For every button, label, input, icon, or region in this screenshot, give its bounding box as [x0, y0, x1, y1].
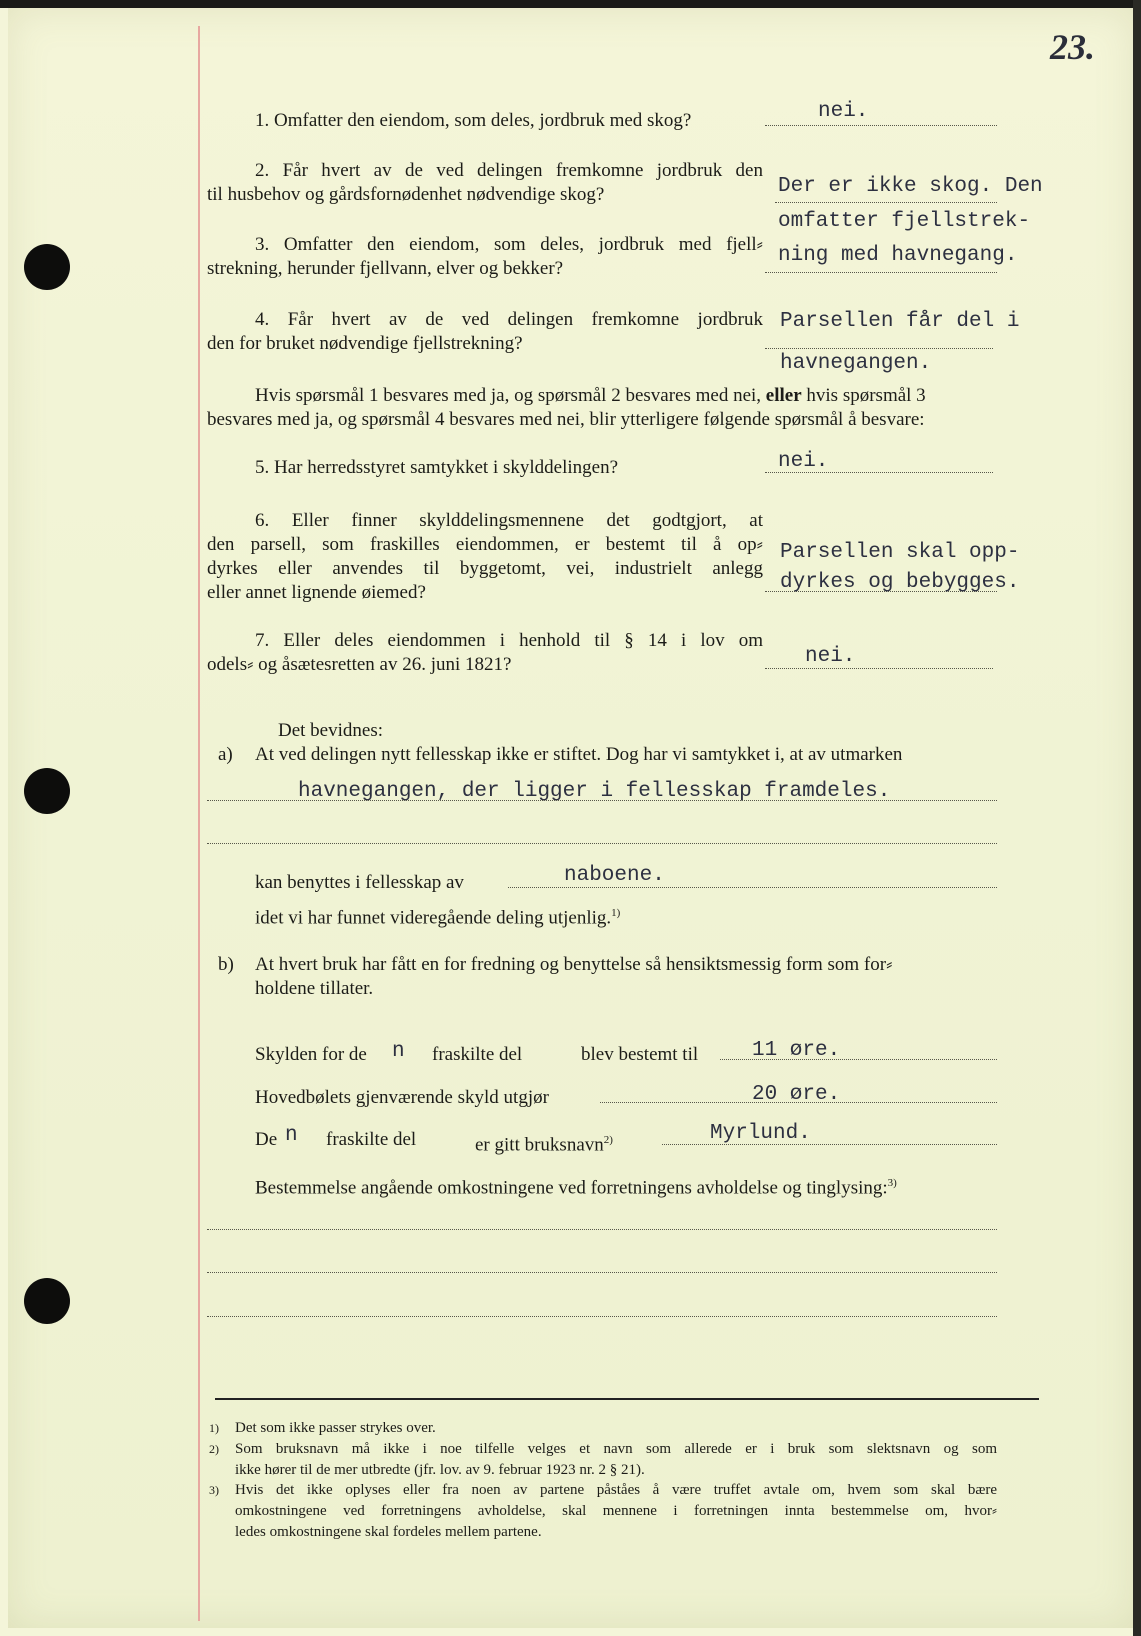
shared-by-value: naboene.	[564, 864, 665, 887]
skyld-pre: Skylden for de	[255, 1044, 367, 1065]
fill-line	[207, 800, 997, 801]
footnote-2-line2: ikke hører til de mer utbredte (jfr. lov. av 9. februar 1923 nr. 2 § 21).	[235, 1462, 645, 1478]
footnote-ref-1: 1)	[611, 907, 621, 919]
item-a-handwritten: havnegangen, der ligger i fellesskap framdeles.	[298, 780, 891, 803]
answer-5: nei.	[778, 450, 829, 473]
footnote-3-mark: 3)	[209, 1483, 219, 1497]
punch-hole	[24, 1278, 70, 1324]
punch-hole	[24, 768, 70, 814]
answer-line	[765, 348, 993, 349]
fill-line	[508, 887, 997, 888]
footnote-ref-3: 3)	[887, 1177, 897, 1189]
hoved-label: Hovedbølets gjenværende skyld utgjør	[255, 1087, 549, 1108]
question-1: 1. Omfatter den eiendom, som deles, jordbruk med skog?	[255, 110, 692, 131]
punch-hole	[24, 244, 70, 290]
answer-2-line1: Der er ikke skog. Den	[778, 175, 1043, 198]
footnote-2	[235, 1439, 997, 1481]
footnote-ref-2: 2)	[603, 1134, 613, 1146]
cost-label-text: Bestemmelse angående omkostningene ved forretningens avholdelse og tinglysing:	[255, 1177, 888, 1199]
question-3	[207, 233, 763, 281]
shared-by-label: kan benyttes i fellesskap av	[255, 872, 464, 893]
condition-line2: besvares med ja, og spørsmål 4 besvares med nei, blir ytterligere følgende spørsmål å besvare:	[207, 409, 925, 430]
condition-line1	[255, 384, 926, 408]
condition-bold: eller	[765, 385, 802, 406]
navn-mid: fraskilte del	[326, 1129, 417, 1150]
footnote-1: Det som ikke passer strykes over.	[235, 1420, 436, 1436]
question-3-line2: strekning, herunder fjellvann, elver og bekker?	[207, 258, 564, 279]
item-b-line2: holdene tillater.	[255, 978, 374, 999]
navn-pre: De	[255, 1129, 278, 1150]
question-5: 5. Har herredsstyret samtykket i skylddelingen?	[255, 457, 619, 478]
margin-line	[198, 26, 200, 1621]
hoved-value: 20 øre.	[752, 1083, 841, 1106]
footnote-3-line3: ledes omkostningene skal fordeles mellem partene.	[235, 1524, 542, 1540]
skyld-mid: fraskilte del	[432, 1044, 523, 1065]
answer-4-line1: Parsellen får del i	[780, 310, 1020, 333]
further-division	[255, 901, 620, 930]
footnote-3	[235, 1480, 997, 1543]
fill-line	[207, 1229, 997, 1230]
question-6-line1: 6. Eller finner skylddelingsmennene det godtgjort, at	[255, 510, 763, 531]
question-3-line1: 3. Omfatter den eiendom, som deles, jordbruk med fjell⸗	[255, 234, 763, 255]
footnote-3-line1: Hvis det ikke oplyses eller fra noen av partene påståes å være truffet avtale om, hvem som skal bære	[235, 1482, 997, 1498]
answer-2-line2: omfatter fjellstrek-	[778, 210, 1031, 233]
fill-line	[207, 1272, 997, 1273]
question-4	[207, 308, 763, 356]
question-4-line2: den for bruket nødvendige fjellstrekning?	[207, 333, 523, 354]
certification-heading: Det bevidnes:	[278, 720, 384, 741]
footnote-2-line1: Som bruksnavn må ikke i noe tilfelle velges et navn som allerede er i bruk som slektsnavn og som	[235, 1441, 997, 1457]
navn-n: n	[285, 1124, 298, 1147]
item-a-text: At ved delingen nytt fellesskap ikke er stiftet. Dog har vi samtykket i, at av utmarken	[255, 744, 903, 765]
question-6-line3: dyrkes eller anvendes til byggetomt, vei, industrielt anlegg	[207, 558, 763, 579]
condition-post: hvis spørsmål 3	[806, 385, 926, 406]
answer-6-line2: dyrkes og bebygges.	[780, 571, 1020, 594]
answer-4-line2: havnegangen.	[780, 352, 932, 375]
item-b-label: b)	[218, 954, 234, 975]
footnote-2-mark: 2)	[209, 1442, 219, 1456]
skyld-n: n	[392, 1040, 405, 1063]
further-division-text: idet vi har funnet videregående deling utjenlig.	[255, 907, 612, 929]
answer-6-line1: Parsellen skal opp-	[780, 541, 1020, 564]
cost-label	[255, 1171, 897, 1200]
answer-line	[765, 272, 997, 273]
footnote-1-mark: 1)	[209, 1421, 219, 1435]
question-2-line2: til husbehov og gårdsfornødenhet nødvendige skog?	[207, 184, 605, 205]
item-a-label: a)	[218, 744, 233, 765]
skyld-value: 11 øre.	[752, 1039, 841, 1062]
page-number: 23.	[1050, 27, 1095, 67]
fill-line	[207, 843, 997, 844]
skyld-post: blev bestemt til	[581, 1044, 699, 1065]
question-2-line1: 2. Får hvert av de ved delingen fremkomne jordbruk den	[255, 160, 763, 181]
fill-line	[207, 1316, 997, 1317]
question-7	[207, 629, 763, 677]
answer-1: nei.	[818, 100, 869, 123]
navn-value: Myrlund.	[710, 1122, 811, 1145]
answer-2-line3: ning med havnegang.	[778, 244, 1018, 267]
answer-line	[765, 668, 993, 669]
answer-line	[775, 202, 997, 203]
question-7-line1: 7. Eller deles eiendommen i henhold til § 14 i lov om	[255, 630, 763, 651]
condition-pre: Hvis spørsmål 1 besvares med ja, og spørsmål 2 besvares med nei,	[255, 385, 762, 406]
answer-line	[765, 125, 997, 126]
question-4-line1: 4. Får hvert av de ved delingen fremkomne jordbruk	[255, 309, 763, 330]
question-2	[207, 159, 763, 207]
question-6	[207, 509, 763, 605]
navn-post-text: er gitt bruksnavn	[475, 1134, 604, 1156]
answer-7: nei.	[805, 645, 856, 668]
scan-edge-right	[1133, 0, 1141, 1636]
question-7-line2: odels⸗ og åsætesretten av 26. juni 1821?	[207, 654, 512, 675]
footnote-3-line2: omkostningene ved forretningens avholdelse, skal mennene i forretningen innta bestemmelse om, hvor⸗	[235, 1503, 997, 1519]
navn-post	[475, 1128, 613, 1157]
footnote-rule	[215, 1398, 1039, 1400]
question-6-line4: eller annet lignende øiemed?	[207, 582, 426, 603]
item-b-line1: At hvert bruk har fått en for fredning og benyttelse så hensiktsmessig form som for⸗	[255, 954, 893, 975]
question-6-line2: den parsell, som fraskilles eiendommen, er bestemt til å op⸗	[207, 534, 763, 555]
scan-edge-top	[0, 0, 1141, 8]
